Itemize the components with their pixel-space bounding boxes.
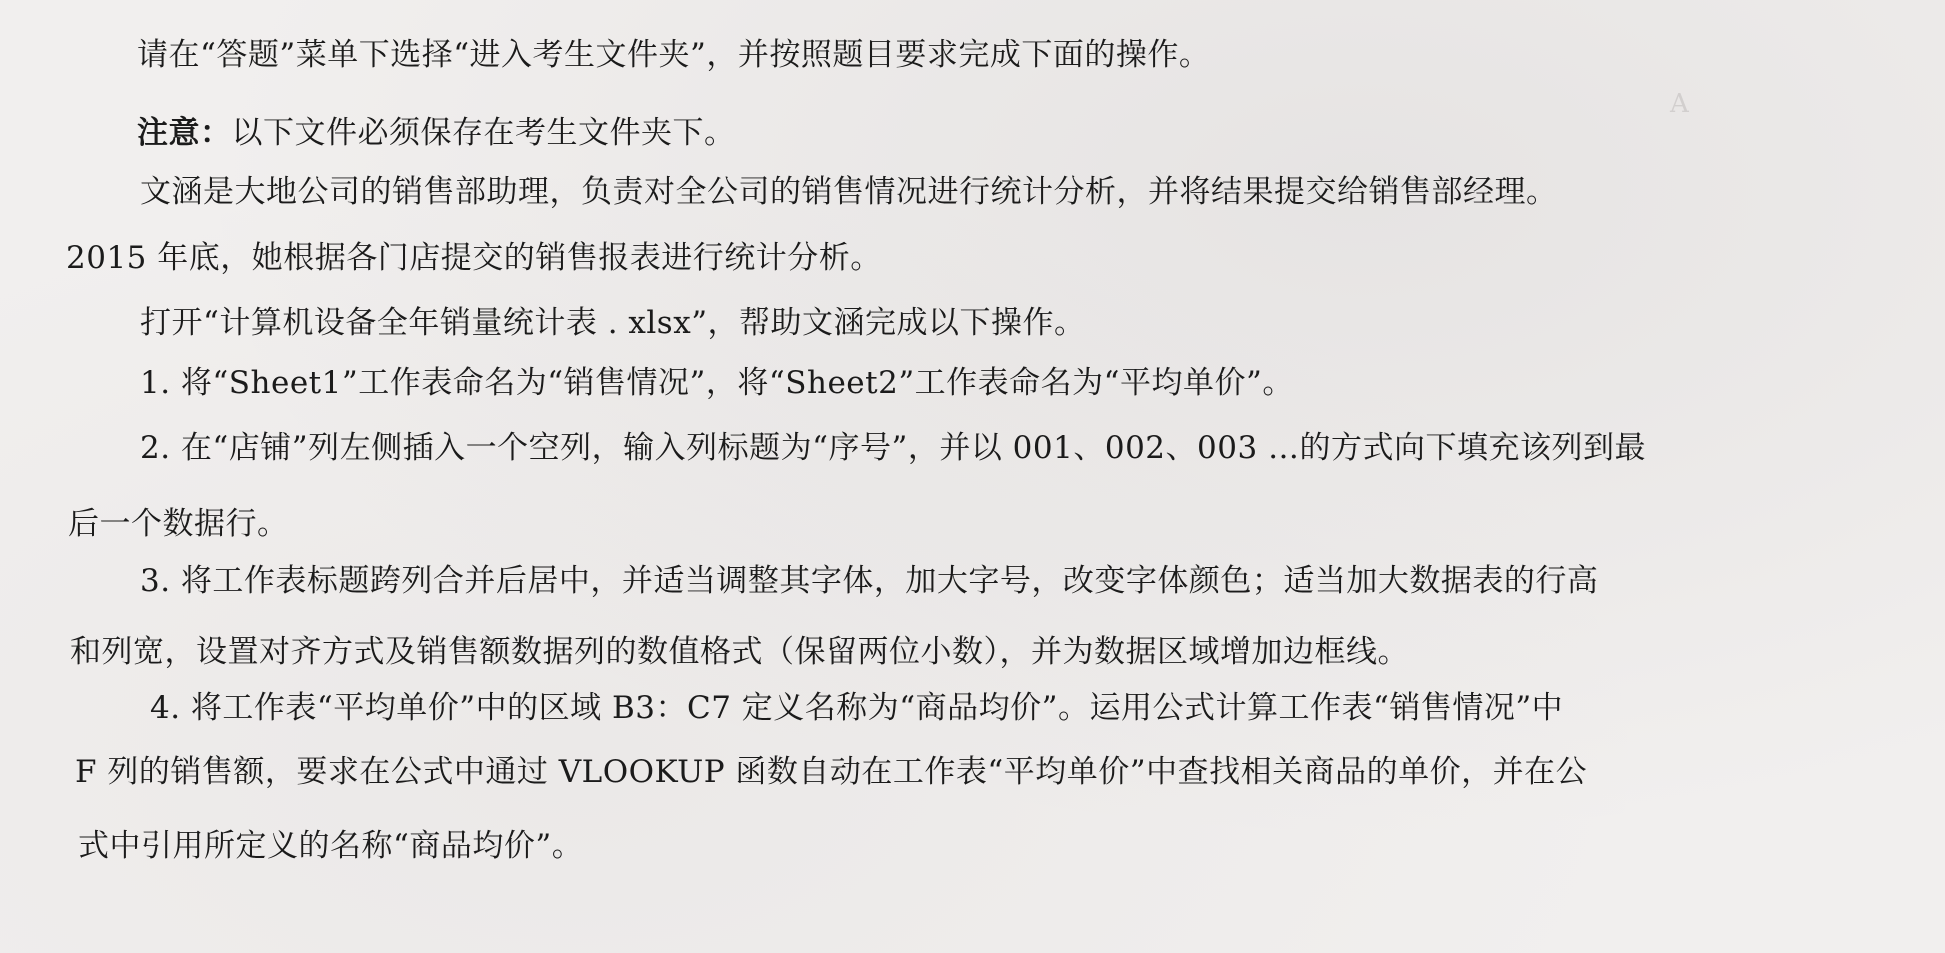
task-2-line-1: 2. 在“店铺”列左侧插入一个空列，输入列标题为“序号”，并以 001、002、003 …的方式向下填充该列到最 <box>140 430 1647 466</box>
note-label: 注意： <box>137 115 232 151</box>
task-4-line-1: 4. 将工作表“平均单价”中的区域 B3：C7 定义名称为“商品均价”。运用公式计算工作表“销售情况”中 <box>150 690 1564 726</box>
note-text: 以下文件必须保存在考生文件夹下。 <box>231 115 736 151</box>
scenario-line-2: 2015 年底，她根据各门店提交的销售报表进行统计分析。 <box>66 240 882 276</box>
task-3-line-2: 和列宽，设置对齐方式及销售额数据列的数值格式（保留两位小数），并为数据区域增加边框线。 <box>70 634 1409 670</box>
task-4-line-3: 式中引用所定义的名称“商品均价”。 <box>78 828 584 864</box>
note-line <box>137 113 736 153</box>
instruction-line: 请在“答题”菜单下选择“进入考生文件夹”，并按照题目要求完成下面的操作。 <box>137 37 1211 73</box>
task-2-line-2: 后一个数据行。 <box>68 506 289 542</box>
bleed-through-text: A <box>1670 89 1689 119</box>
scenario-line-1: 文涵是大地公司的销售部助理，负责对全公司的销售情况进行统计分析，并将结果提交给销售部经理。 <box>140 174 1558 210</box>
task-4-line-2: F 列的销售额，要求在公式中通过 VLOOKUP 函数自动在工作表“平均单价”中查找相关商品的单价，并在公 <box>75 754 1588 790</box>
task-intro-line: 打开“计算机设备全年销量统计表 . xlsx”，帮助文涵完成以下操作。 <box>140 305 1086 341</box>
task-1-line: 1. 将“Sheet1”工作表命名为“销售情况”，将“Sheet2”工作表命名为“平均单价”。 <box>140 365 1294 401</box>
task-3-line-1: 3. 将工作表标题跨列合并后居中，并适当调整其字体，加大字号，改变字体颜色；适当加大数据表的行高 <box>140 563 1599 599</box>
